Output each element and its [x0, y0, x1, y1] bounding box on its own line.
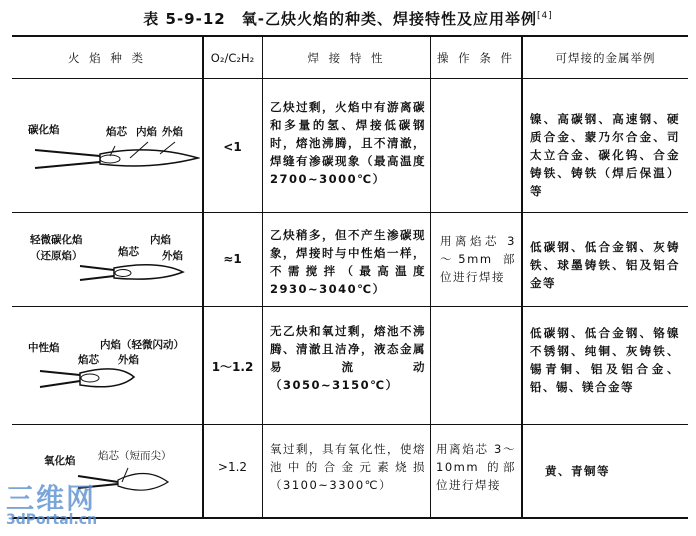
metals-text: 低碳钢、低合金钢、灰铸铁、球墨铸铁、铝及铝合金等	[530, 240, 680, 290]
flame-name: 轻微碳化焰	[30, 234, 83, 246]
header-characteristics: 焊 接 特 性	[307, 51, 386, 65]
flame-name: 碳化焰	[28, 124, 60, 136]
metals-text: 镍、高碳钢、高速钢、硬质合金、蒙乃尔合金、司太立合金、碳化钨、合金铸铁、铸铁（焊后保温）等	[530, 112, 680, 198]
watermark-line2: 3dPortal.cn	[6, 512, 98, 528]
carburizing-flame-diagram	[30, 138, 200, 178]
col-divider	[521, 36, 523, 518]
col-divider	[202, 36, 204, 518]
neutral-flame-diagram	[38, 363, 138, 393]
title-reference: [4]	[536, 11, 553, 21]
flame-label: 焰芯	[118, 246, 139, 258]
operation-text: 用离焰芯 3～10mm 的部位进行焊接	[436, 442, 516, 492]
flame-label: 外焰	[162, 126, 183, 138]
flame-label: 外焰	[118, 354, 139, 366]
header-operation: 操 作 条 件	[437, 51, 515, 65]
flame-name: 氧化焰	[44, 455, 76, 467]
operation-text: 用离焰芯 3～5mm 部位进行焊接	[440, 234, 516, 284]
row-rule	[12, 424, 688, 425]
table-title	[0, 8, 696, 29]
ratio-value: >1.2	[217, 460, 248, 474]
header-flame-type: 火 焰 种 类	[68, 51, 146, 65]
flame-name: 中性焰	[28, 342, 60, 354]
slight-carburizing-flame-diagram	[78, 262, 188, 284]
row-rule	[12, 212, 688, 213]
top-rule	[12, 35, 688, 37]
flame-label: 内焰	[136, 126, 157, 138]
title-text: 表 5-9-12 氧-乙炔火焰的种类、焊接特性及应用举例	[143, 10, 537, 28]
header-rule	[12, 78, 688, 79]
flame-label: 内焰（轻微闪动）	[100, 339, 184, 351]
header-ratio: O₂/C₂H₂	[210, 51, 255, 65]
metals-text: 黄、青铜等	[545, 464, 610, 478]
metals-text: 低碳钢、低合金钢、铬镍不锈钢、纯铜、灰铸铁、锡青铜、铝及铝合金、铅、锡、镁合金等	[530, 326, 680, 394]
flame-label: 焰芯（短而尖）	[98, 450, 172, 462]
flame-label: 焰芯	[78, 354, 99, 366]
characteristics-text: 乙炔稍多，但不产生渗碳现象，焊接时与中性焰一样，不需搅拌（最高温度 2930~3040℃）	[270, 228, 426, 296]
flame-label: 焰芯	[106, 126, 127, 138]
flame-subname: （还原焰）	[30, 250, 83, 262]
flame-label: 内焰	[150, 234, 171, 246]
row-rule	[12, 306, 688, 307]
characteristics-text: 氧过剩，具有氧化性，使熔池中的合金元素烧损（3100~3300℃）	[270, 442, 426, 492]
ratio-value: 1～1.2	[211, 360, 254, 374]
flame-label: 外焰	[162, 250, 183, 262]
characteristics-text: 乙炔过剩，火焰中有游离碳和多量的氢、焊接低碳钢时，熔池沸腾，且不清澈，焊缝有渗碳现象（最高温度 2700~3000℃）	[270, 100, 426, 186]
watermark-line1: 三维网	[6, 482, 97, 515]
watermark-logo	[6, 482, 98, 528]
col-divider	[430, 36, 431, 518]
ratio-value: ≈1	[223, 252, 242, 266]
col-divider	[262, 36, 263, 518]
characteristics-text: 无乙炔和氧过剩，熔池不沸腾、清澈且洁净，液态金属易流动（3050~3150℃）	[270, 324, 426, 392]
ratio-value: <1	[223, 140, 242, 154]
bottom-rule	[12, 517, 688, 519]
header-metals: 可焊接的金属举例	[555, 51, 656, 65]
